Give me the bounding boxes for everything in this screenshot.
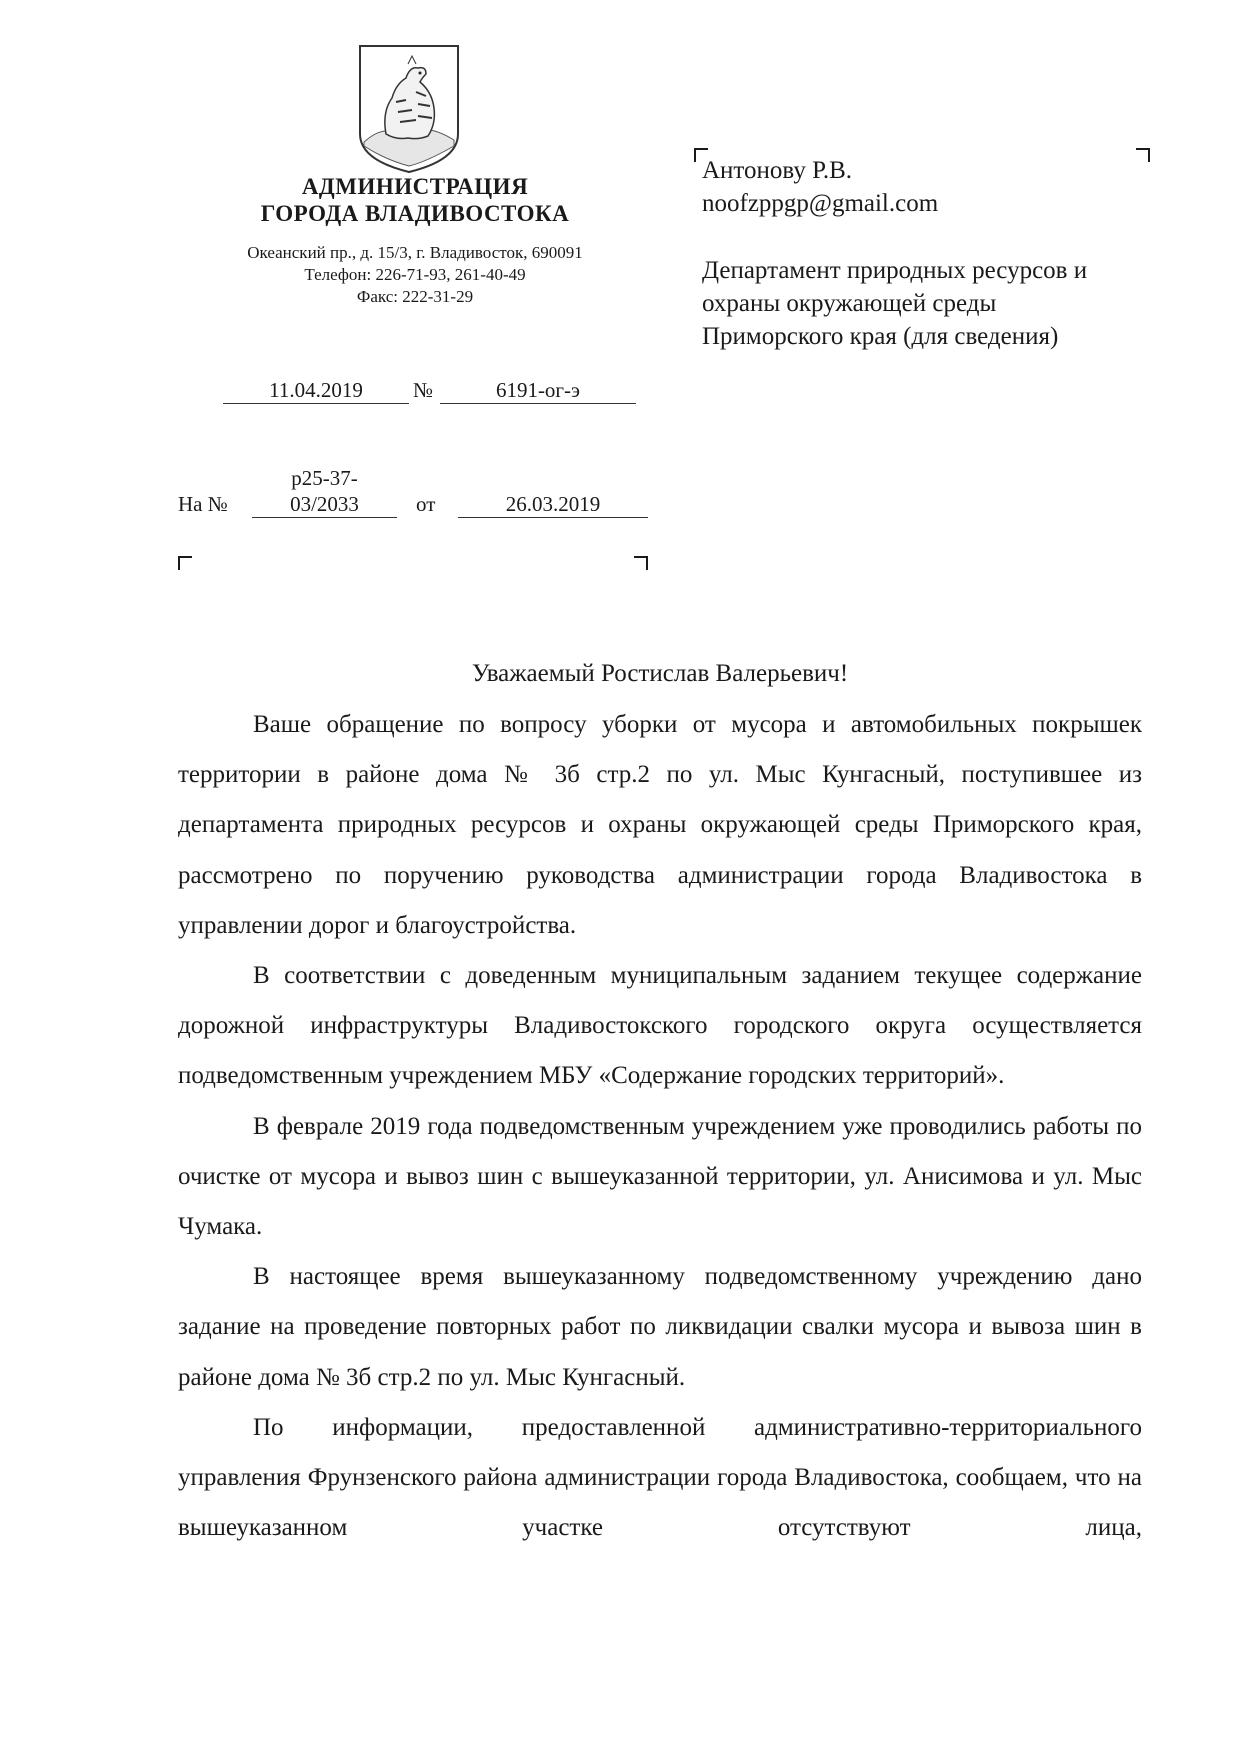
- salutation: Уважаемый Ростислав Валерьевич!: [471, 660, 849, 687]
- org-name-line2: ГОРОДА ВЛАДИВОСТОКА: [260, 201, 570, 226]
- addressee-dept-line3: Приморского края (для сведения): [702, 323, 1059, 350]
- registration-date: 11.04.2019: [223, 378, 409, 404]
- addressee-dept-line1: Департамент природных ресурсов и: [702, 257, 1088, 284]
- org-name-line1: АДМИНИСТРАЦИЯ: [301, 174, 529, 199]
- org-address: Океанский пр., д. 15/3, г. Владивосток, 690091: [247, 243, 583, 262]
- corner-mark-top-right: [634, 556, 648, 570]
- reference-from-label: от: [416, 492, 436, 516]
- addressee-dept-line2: охраны окружающей среды: [702, 290, 997, 317]
- paragraph-2: В соответствии с доведенным муниципальным заданием текущее содержание дорожной инфраструктуры Владивостокского городского округа осуществляется подведомственным учреждением МБУ «Содержание городских территорий».: [178, 962, 1142, 1090]
- paragraph-3: В феврале 2019 года подведомственным учреждением уже проводились работы по очистке от мусора и вывоз шин с вышеуказанной территории, ул. Анисимова и ул. Мыс Чумака.: [178, 1112, 1142, 1241]
- paragraph-1: Ваше обращение по вопросу уборки от мусора и автомобильных покрышек территории в районе дома № 3б стр.2 по ул. Мыс Кунгасный, поступившее из департамента природных ресурсов и охраны окружающей среды Приморского края, рассмотрено по поручению руководства администрации города Владивостока в управлении дорог и благоустройства.: [178, 711, 1142, 939]
- vladivostok-coat-of-arms-icon: [356, 42, 462, 176]
- registration-number: 6191-ог-э: [440, 378, 636, 404]
- reference-label: На №: [178, 492, 228, 516]
- paragraph-5: По информации, предоставленной административно-территориального управления Фрунзенского района администрации города Владивостока, сообщаем, что на вышеуказанном участке отсутствуют лица,: [178, 1413, 1142, 1542]
- org-fax: Факс: 222-31-29: [356, 287, 474, 306]
- org-phone: Телефон: 226-71-93, 261-40-49: [304, 265, 526, 284]
- paragraph-4: В настоящее время вышеуказанному подведомственному учреждению дано задание на проведение повторных работ по ликвидации свалки мусора и вывоза шин в районе дома № 3б стр.2 по ул. Мыс Кунгасный.: [178, 1263, 1142, 1391]
- addressee-email: noofzppgp@gmail.com: [702, 190, 939, 217]
- corner-mark-top-left: [178, 556, 192, 570]
- reference-date: 26.03.2019: [458, 492, 648, 518]
- reference-number-line1: р25-37-: [291, 466, 358, 490]
- registration-number-sign: №: [413, 378, 434, 402]
- letter-body: [178, 700, 1142, 1553]
- reference-number-line2: 03/2033: [252, 492, 397, 518]
- addressee-name: Антонову Р.В.: [702, 157, 853, 184]
